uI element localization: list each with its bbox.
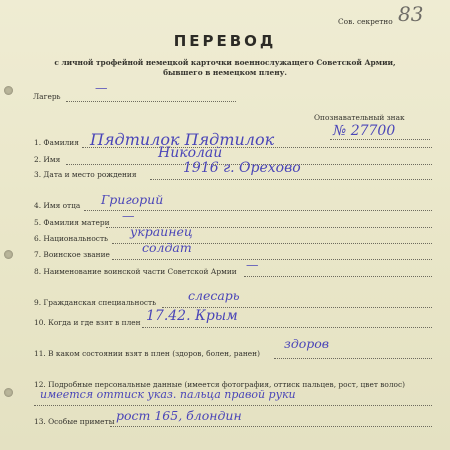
field-value-marks: рост 165, блондин: [116, 408, 242, 423]
field-value-birth: 1916 г. Орехово: [183, 160, 301, 176]
document-title: ПЕРЕВОД: [173, 32, 277, 50]
binder-hole: [4, 388, 13, 397]
field-label-mother: 5. Фамилия матери: [34, 218, 110, 227]
binder-hole: [4, 250, 13, 259]
subtitle-line-1: с личной трофейной немецкой карточки военнослужащего Советской Армии,: [54, 58, 396, 67]
field-label-unit: 8. Наименование воинской части Советской Армии: [34, 267, 237, 276]
field-value-profession: слесарь: [188, 288, 240, 303]
field-line: [150, 179, 432, 180]
field-label-rank: 7. Воинское звание: [34, 250, 110, 259]
field-value-personal-data: имеется оттиск указ. пальца правой руки: [40, 388, 296, 401]
field-label-birth: 3. Дата и место рождения: [34, 170, 137, 179]
field-label-surname: 1. Фамилия: [34, 138, 79, 147]
camp-value: —: [95, 80, 108, 95]
id-mark-value: № 27700: [333, 123, 396, 139]
field-value-first-name: Николай: [158, 145, 223, 161]
field-line: [112, 259, 432, 260]
field-line: [142, 327, 432, 328]
field-line: [244, 276, 432, 277]
camp-line: [66, 101, 236, 102]
binder-hole: [4, 86, 13, 95]
field-label-nationality: 6. Национальность: [34, 234, 109, 243]
field-value-captured: 17.42. Крым: [146, 308, 238, 324]
field-value-father: Григорий: [101, 192, 164, 207]
subtitle-line-2: бывшего в немецком плену.: [163, 68, 287, 77]
field-label-father: 4. Имя отца: [34, 201, 81, 210]
page-number: 83: [398, 2, 424, 26]
field-line: [84, 210, 432, 211]
field-value-unit: —: [246, 257, 259, 272]
field-label-personal-data: 12. Подробные персональные данные (имеется фотография, оттиск пальцев, рост, цвет волос): [34, 380, 406, 389]
field-value-surname: Пядтилок Пядтилок: [90, 130, 275, 149]
field-value-condition: здоров: [284, 336, 330, 351]
field-label-condition: 11. В каком состоянии взят в плен (здоров, болен, ранен): [34, 349, 260, 358]
field-line: [110, 426, 432, 427]
field-value-rank: солдат: [142, 240, 192, 255]
field-line: [34, 405, 432, 406]
field-value-nationality: украинец: [130, 224, 193, 239]
field-label-captured: 10. Когда и где взят в плен: [34, 318, 141, 327]
field-line: [274, 358, 432, 359]
field-label-marks: 13. Особые приметы: [34, 417, 115, 426]
field-value-mother: —: [122, 208, 135, 223]
id-mark-label: Опознавательный знак: [314, 113, 405, 122]
field-label-first-name: 2. Имя: [34, 155, 61, 164]
camp-label: Лагерь: [33, 92, 61, 101]
id-mark-line: [330, 139, 430, 140]
classification-stamp: Сов. секретно: [338, 17, 393, 26]
field-label-profession: 9. Гражданская специальность: [34, 298, 157, 307]
